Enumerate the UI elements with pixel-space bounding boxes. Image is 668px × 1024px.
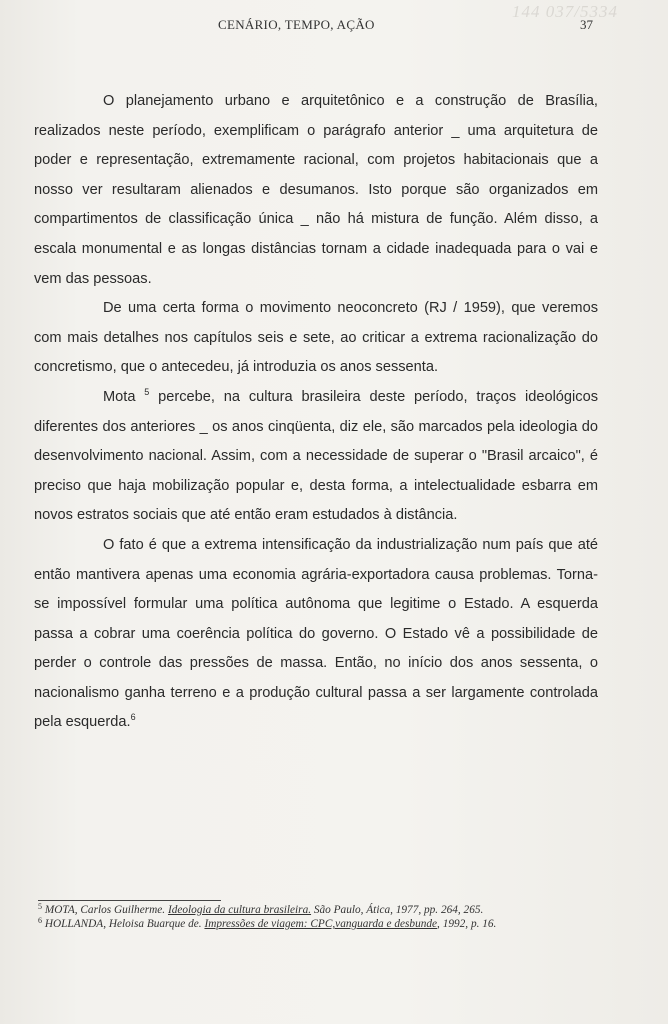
running-title: CENÁRIO, TEMPO, AÇÃO bbox=[218, 17, 375, 32]
footnote-title: Ideologia da cultura brasileira. bbox=[167, 904, 312, 916]
footnote-divider bbox=[38, 900, 221, 901]
paragraph-brasilia: O planejamento urbano e arquitetônico e a construção de Brasília, realizados neste período, exemplificam o parágrafo anterior _ uma arquitetura de poder e representação, extremamente racional, com projetos habitacionais que a nosso ver resultaram alienados e desumanos. Isto porque são organizados em compartimentos de classificação única _ não há mistura de função. Além disso, a escala monumental e as longas distâncias tornam a cidade inadequada para o vai e vem das pessoas. bbox=[34, 93, 598, 287]
paragraph-industrializacao-text: O fato é que a extrema intensificação da industrialização num país que até então mantivera apenas uma economia agrária-exportadora causa problemas. Torna-se impossível formular uma política autônoma que legitime o Estado. A esquerda passa a cobrar uma coerência política do governo. O Estado vê a possibilidade de perder o controle das pressões de massa. Então, no início dos anos sessenta, o nacionalismo ganha terreno e a produção cultural passa a ser largamente controlada pela esquerda. bbox=[34, 536, 598, 731]
footnote-title: Impressões de viagem: CPC,vanguarda e desbunde bbox=[204, 918, 438, 930]
page-number: 37 bbox=[580, 17, 593, 32]
footnote-author: MOTA, Carlos Guilherme. bbox=[44, 904, 168, 916]
footnote-ref-6[interactable]: 6 bbox=[130, 712, 136, 723]
paragraph-industrializacao bbox=[34, 531, 598, 738]
footnote-5 bbox=[38, 903, 598, 917]
footnote-author: HOLLANDA, Heloisa Buarque de. bbox=[44, 918, 205, 930]
footnote-number: 6 bbox=[38, 916, 42, 925]
footnote-ref-5[interactable]: 5 bbox=[144, 386, 150, 397]
paragraph-mota-text: percebe, na cultura brasileira deste período, traços ideológicos diferentes dos anteriores _ os anos cinqüenta, diz ele, são marcados pela ideologia do desenvolvimento nacional. Assim, com a necessidade de superar o "Brasil arcaico", é preciso que haja mobilização popular e, desta forma, a intelectualidade esbarra em novos estratos sociais que até então eram estudados à distância. bbox=[34, 388, 598, 524]
archive-stamp: 144 037/5334 bbox=[512, 2, 618, 21]
paragraph-neoconcreto: De uma certa forma o movimento neoconcreto (RJ / 1959), que veremos com mais detalhes nos capítulos seis e sete, ao criticar a extrema racionalização do concretismo, que o antecedeu, já introduzia os anos sessenta. bbox=[34, 300, 598, 376]
footnote-details: , 1992, p. 16. bbox=[437, 918, 497, 930]
footnotes bbox=[38, 903, 598, 931]
page-header bbox=[0, 2, 668, 38]
footnote-6 bbox=[38, 917, 598, 931]
body-text bbox=[34, 87, 598, 738]
paragraph-mota bbox=[34, 383, 598, 531]
footnote-details: São Paulo, Ática, 1977, pp. 264, 265. bbox=[311, 904, 484, 916]
footnote-number: 5 bbox=[38, 902, 42, 911]
paragraph-mota-lead: Mota bbox=[103, 388, 136, 405]
